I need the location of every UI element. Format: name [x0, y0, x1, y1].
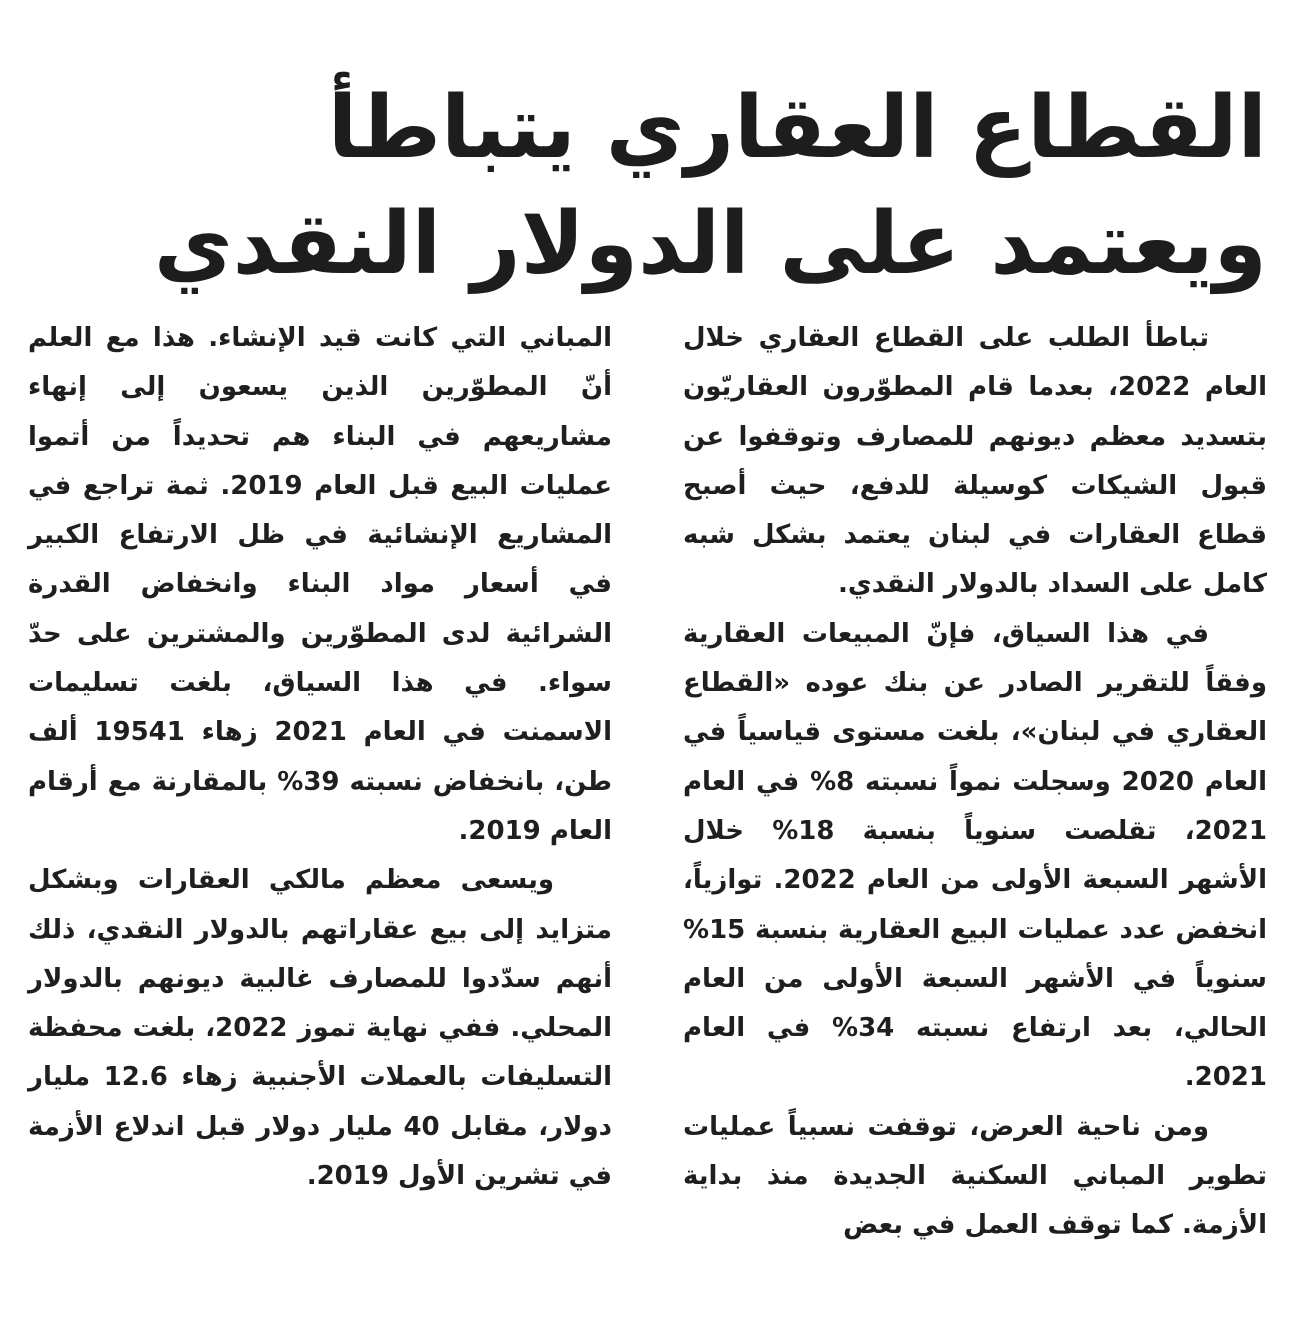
- paragraph: ومن ناحية العرض، توقفت نسبياً عمليات تطوير المباني السكنية الجديدة منذ بداية الأزمة. كما توقف العمل في بعض: [683, 1111, 1267, 1241]
- paragraph: تباطأ الطلب على القطاع العقاري خلال العام 2022، بعدما قام المطوّرون العقاريّون بتسديد معظم ديونهم للمصارف وتوقفوا عن قبول الشيكات كوسيلة للدفع، حيث أصبح قطاع العقارات في لبنان يعتمد بشكل شبه كامل على السداد بالدولار النقدي.: [683, 323, 1267, 600]
- article-headline: [32, 70, 1267, 302]
- headline-line-1: القطاع العقاري يتباطأ: [327, 78, 1267, 178]
- article-column-right: [683, 314, 1267, 1251]
- paragraph: ويسعى معظم مالكي العقارات وبشكل متزايد إلى بيع عقاراتهم بالدولار النقدي، ذلك أنهم سدّدوا للمصارف غالبية ديونهم بالدولار المحلي. ففي نهاية تموز 2022، بلغت محفظة التسليفات بالعملات الأجنبية زهاء 12.6 مليار دولار، مقابل 40 مليار دولار قبل اندلاع الأزمة في تشرين الأول 2019.: [28, 865, 612, 1192]
- paragraph: المباني التي كانت قيد الإنشاء. هذا مع العلم أنّ المطوّرين الذين يسعون إلى إنهاء مشاريعهم في البناء هم تحديداً من أتموا عمليات البيع قبل العام 2019. ثمة تراجع في المشاريع الإنشائية في ظل الارتفاع الكبير في أسعار مواد البناء وانخفاض القدرة الشرائية لدى المطوّرين والمشترين على حدّ سواء. في هذا السياق، بلغت تسليمات الاسمنت في العام 2021 زهاء 19541 ألف طن، بانخفاض نسبته 39% بالمقارنة مع أرقام العام 2019.: [28, 323, 613, 846]
- article-column-left: [28, 314, 612, 1201]
- headline-line-2: ويعتمد على الدولار النقدي: [153, 194, 1267, 294]
- paragraph: في هذا السياق، فإنّ المبيعات العقارية وفقاً للتقرير الصادر عن بنك عوده «القطاع العقاري في لبنان»، بلغت مستوى قياسياً في العام 2020 وسجلت نمواً نسبته 8% في العام 2021، تقلصت سنوياً بنسبة 18% خلال الأشهر السبعة الأولى من العام 2022. توازياً، انخفض عدد عمليات البيع العقارية بنسبة 15% سنوياً في الأشهر السبعة الأولى من العام الحالي، بعد ارتفاع نسبته 34% في العام 2021.: [683, 618, 1267, 1093]
